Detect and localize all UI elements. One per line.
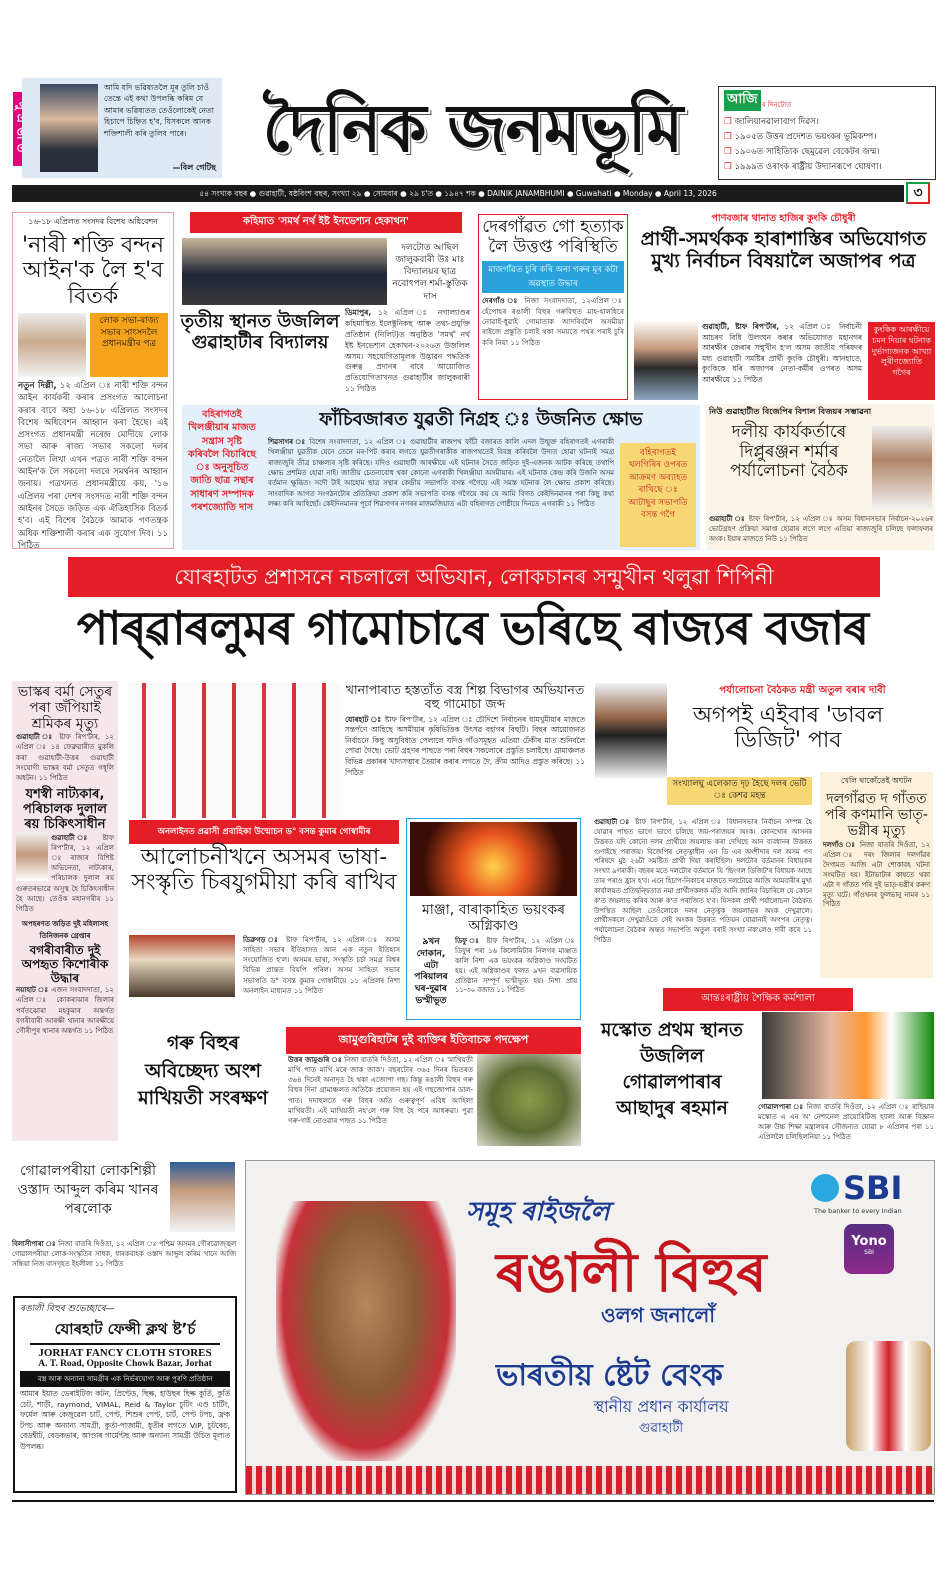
quote-author: —বিল গেটিছ <box>172 163 216 172</box>
story-kunki: পাণবজাৰ থানাত হাজিৰ কুংকি চৌধুৰী প্ৰাৰ্থী-সমৰ্থকক হাৰাশাস্তিৰ অভিযোগত মুখ্য নিৰ্বাচন বিষয়ালৈ অজাপৰ পত্ৰ গুৱাহাটী, ষ্টাফ ৰিপ'ৰ্টাৰ, ১২ এপ্ৰিল ঃ নিৰ্বাচনী আচৰণ বিধি উলংঘন কৰাৰ অভিযোগত মহানগৰ আৰক্ষীৰ জেৰাৰ সন্মুখীন হ'ল অসম জাতীয় পৰিষদৰ মধ্য গুৱাহাটী সমষ্টিৰ প্ৰাৰ্থী কুংকি চৌধুৰী। আনহাতে, কুংকিকে ধৰি অজাপৰ নেতা-কৰ্মীৰ ওপৰত অসম আৰক্ষীয়ে ১১ পিঠিত কুংকিক আৰক্ষীয়ে চমন দিয়াৰ ঘটনাক দুৰ্ভাগ্যজনক আখ্যা লুৰীণজ্যোতি গগৈৰ <box>632 212 935 402</box>
vasanta-banner: অনলাইনত প্ৰৱাসী প্ৰবাহিকা উন্মোচন ড° বসন্ত কুমাৰ গোস্বামীৰ <box>129 820 399 844</box>
story-atul: পৰ্যালোচনা বৈঠকত মন্ত্ৰী অতুল বৰাৰ দাবী অগপই এইবাৰ 'ডাবল ডিজিট' পাব <box>670 683 935 754</box>
headline: প্ৰাৰ্থী-সমৰ্থকক হাৰাশাস্তিৰ অভিযোগত মুখ্য নিৰ্বাচন বিষয়ালৈ অজাপৰ পত্ৰ <box>640 228 927 272</box>
story-nari-shakti: ১৬-১৮ এপ্ৰিলত সংসদৰ বিশেষ অধিবেশন 'নাৰী শক্তি বন্দন আইন'ক লৈ হ'ব বিতৰ্ক লোক সভা-ৰাজ্য সভাৰ সাংসদলৈ প্ৰধানমন্ত্ৰীৰ পত্ৰ নতুন দিল্লী, ১২ এপ্ৰিল ঃ নাৰী শক্তি বন্দন আইন কাৰ্যকৰী কৰাৰ প্ৰসংগত আলোচনা কৰাৰ বাবে অহা ১৬-১৮ এপ্ৰিলত সংসদৰ বিশেষ অধিবেশন আহ্বান কৰা হৈছে। এই প্ৰসংগত প্ৰধানমন্ত্ৰী নৰেন্দ্ৰ মোদীয়ে লোক সভা আৰু ৰাজ্য সভাৰ সকলো দলৰ নেতালৈ লিখা এখন পত্ৰত নাৰী শক্তি বন্দন আইন'ক লৈ সকলো দলৰে সমৰ্থনৰ আহ্বান জনায়। পত্ৰখনত প্ৰধানমন্ত্ৰীয়ে কয়, '১৬ এপ্ৰিলৰ পৰা দেশৰ সংসদত নাৰী শক্তি বন্দন আইনৰ সৈতে জড়িত এক ঐতিহাসিক বিতৰ্ক হ'ব। এই বিশেষ বৈঠকে আমাক গণতন্ত্ৰক অধিক শক্তিশালী কৰাৰ এক সুযোগ দিব। ১১ পিঠিত <box>12 212 174 549</box>
story-dalgaon: খেলি থাকোঁতেই অঘটন দলগাঁৱত দ গাঁতত পৰি কণমানি ভাতৃ-ভগ্নীৰ মৃত্যু দলগাঁও ঃ নিজা বাতৰি দিওঁতা, ১২ এপ্ৰিল ঃ দৰং জিলাৰ দলগাঁৱৰ দৈপামত আজি এটা শোকাবহ ঘটনা সংঘটিত হয়। ইটাভাটাৰ কাষতে থকা এটা দ গাঁতত পৰি দুই ভাতৃ-ভগ্নীৰ কৰুণ মৃত্যু ঘটে। গাঁওখনৰ ফুলভানু নামৰ ১১ পিঠিত <box>820 772 933 978</box>
gamocha-border <box>246 1466 935 1494</box>
makhiyati-photo <box>477 1054 581 1146</box>
bill-gates-photo <box>40 84 98 172</box>
sub-box: লোক সভা-ৰাজ্য সভাৰ সাংসদলৈ প্ৰধানমন্ত্ৰীৰ পত্ৰ <box>90 313 168 377</box>
yono-logo: Yono SBI <box>844 1224 894 1274</box>
award-photo <box>182 238 387 305</box>
aji-label: আজি <box>724 90 761 111</box>
jorhat-fancy-cloth-ad: ৰঙালী বিহুৰ শুভেচ্ছাৰে— যোৰহাট ফেন্সী ক্লথ ষ্টʼৰ্চ JORHAT FANCY CLOTH STORES A. T. Road, Opposite Chowk Bazar, Jorhat বস্ত্ৰ আৰু অন্যান্য সামগ্ৰীৰ এক নিৰ্ভৰযোগ্য আৰু পুৰণি প্ৰতিষ্ঠান আমাৰ ইয়াত ভেৰাইটিজ কটন, প্ৰিণ্টেড, ছিল্ক, হাউছৰ ছিল্ক কুৰ্তি, কুৰ্তি চেট, শাড়ী, raymond, VIMAL, Reid & Taylor চুটিং এণ্ড চাৰ্টিং, ফৰ্মেল আৰু কেজুৱেল চাৰ্ট, পেণ্ট, শিশুৰ পেণ্ট, চাৰ্ট, পেণ্ট টপচ, ফ্ৰক টপচ আৰু অন্যান্য সামগ্ৰী, কুৰ্তা-পাজামী, ধুতীৰ লগতে VIP, চুটকেচ, বেডশ্বীট, বেডকভাৰ, আণ্ডাৰ গাৰ্মেণ্টছ আৰু অন্যান্য সামগ্ৰী উচিত মূল্যত উপলব্ধ। <box>13 1296 237 1493</box>
story-hackathon: কহিমাত 'সমৰ্থ নৰ্থ ইষ্ট ইনভেশ্যন হেকাথন' দলটোত আছিল জালুকবাৰী উঃ মাঃ বিদ্যালয়ৰ ছাত্ৰ নবোৎপল শৰ্মা-স্তুতিক দাস তৃতীয় স্থানত উজলিল গুৱাহাটীৰ বিদ্যালয় ডিমাপুৰ, ১২ এপ্ৰিল ঃ নগাল্যাণ্ডৰ কহিমাস্থিত ইলেক্ট্ৰনিকছ আৰু তথ্য-প্ৰযুক্তি প্ৰতিষ্ঠান (নিলিট)ত অনুষ্ঠিত 'সমৰ্থ' নৰ্থ ইষ্ট ইনভেশ্যন হেকাথন-২০২৬ত উজলিল অসম। সহযোগিতামূলক উদ্ভাৱন পদ্ধতিক গুৰুত্ব প্ৰদানৰ বাবে আয়োজিত প্ৰতিযোগিতাখনত গুৱাহাটীৰ জালুকবাৰী ১১ পিঠিত <box>180 212 472 402</box>
dateline-bar: ৫৪ সংখ্যক বছৰ ● গুৱাহাটী, ষষ্ঠবিংশ বছৰ, সংখ্যা ২৯ ● সোমবাৰ ● ২৯ চ'ত ● ১৯৪৭ শক ● DAINIK JANAMBHUMI ● Guwahati ● Monday ● April 13, 2026 <box>12 185 904 202</box>
dhol-illustration <box>846 1341 931 1451</box>
story-fachibazar: ফাঁচিবজাৰত যুৱতী নিগ্ৰহ ঃ উজনিত ক্ষোভ শিৱসাগৰ ঃ বিশেষ সংবাদদাতা, ১২ এপ্ৰিল ঃ গুৱাহাটীৰ ৰাজপথ ফাঁচী বজাৰত কালি এদল উন্মুক্ত বহিৰাগতই এগৰাকী খিলঞ্জীয়া যুৱতীক যেনে তেনে মৰ-পিট কৰাৰ লগতে যুৱতীগৰাকীক ৰাজপথতেই বিবস্ত্ৰ কৰিবলৈ উদ্যত হোৱা ঘটনাই সমগ্ৰ ৰাজ্যজুৰি তীব্ৰ চাঞ্চল্যৰ সৃষ্টি কৰিছে। যদিও গুৱাহাটী আৰক্ষীয়ে এই ঘটনাৰ সৈতে জড়িত দুই-এজনক আটক কৰিছে তথাপি ক্ষোভ প্ৰশমিত হোৱা নাই। জাতীয় চেতনাবোধ থকা কোনো এগৰাকী খিলঞ্জীয়া অসমীয়াৰ। এই ঘটনাক কেন্দ্ৰ কৰি উজনি অসম বৰ্তমান ক্ষুব্ধিত। সদৌ টাই আহোম ছাত্ৰ সন্থাৰ কেন্দ্ৰীয় সভাপতি বসন্ত গগৈয়ে এই সমস্ত ঘটনাক লৈ ক্ষোভ প্ৰকাশ কৰিছে। সাংবাদিক আগত সংগঠনটোৰ প্ৰতিক্ৰিয়া প্ৰকাশ কৰি সভাপতি বসন্ত গগৈয়ে কয় যে আমি বিগত কেইদিনমানৰ পৰা কিছু কথা লক্ষ্য কৰি আহিছোঁ। কেইদিনমানৰ পূৰ্বে শিৱসাগৰ নগৰৰ মাজমজিয়াত এটা বহিৰাগত গোষ্ঠীয়ে দিনতে এগৰাকী ১১ পিঠিত বহিৰাগতই থলগিৰিৰ ওপৰত আক্ৰমণ অব্যাহত ৰাখিছে ঃ আটাছুৰ সভাপতি বসন্ত গগৈ <box>262 405 700 550</box>
kunki-photo <box>634 320 698 400</box>
page-number: ৩ <box>906 182 930 204</box>
students-flag-photo <box>762 1012 934 1099</box>
aji-box: আজি ৰ দিনটোত ❒ জালিয়ানৱালাবাগ দিৱস। ❒ ১৯০৫ত উত্তৰ প্ৰদেশত ভয়ংকৰ ভূমিকম্প। ❒ ১৯০৬ত সাহিত্যিক ছেমুৱেল বেকেটৰ জন্ম। ❒ ১৯৯৯ত ওৰাংক ৰাষ্ট্ৰীয় উদ্যানৰূপে ঘোষণা। <box>718 86 936 180</box>
quote-text: আমি যদি ভৱিষ্যতলৈ মূৰ তুলি চাওঁ তেন্তে এই কথা উপলব্ধি কৰিম যে আমাৰ ভৱিষ্যতত তেওঁলোকেই নেতা হিচাপে চিহ্নিত হ'ব, যিসকলে আনক শক্তিশালী কৰি তুলিব পাৰে। <box>104 83 214 138</box>
headline: খানাপাৰাত হস্ততাঁত বস্ত্ৰ শিল্প বিভাগৰ অভিযানত বহু গামোচা জব্দ <box>345 682 585 712</box>
aji-item: ❒ ১৯৯৯ত ওৰাংক ৰাষ্ট্ৰীয় উদ্যানৰূপে ঘোষণা। <box>724 162 882 173</box>
headline: 'নাৰী শক্তি বন্দন আইন'ক লৈ হ'ব বিতৰ্ক <box>22 233 164 309</box>
lead-headline: পাৰ্‌ৱাৰলুমৰ গামোচাৰে ভৰিছে ৰাজ্যৰ বজাৰ <box>76 601 869 655</box>
karim-photo <box>170 1162 235 1232</box>
gamocha-photo <box>128 683 340 818</box>
dulal-photo <box>16 833 48 881</box>
story-deragaon: দেৰগাঁৱত গো হত্যাক লৈ উত্তপ্ত পৰিস্থিতি মাজগাঁৱত চুৰি কৰি অনা গৰুৰ মূৰ কটা অৱস্থাত উদ্ধাৰ দেৰগাঁও ঃ নিজা সংবাদদাতা, ১২এপ্ৰিল ঃ হেঁপোহৰ ৰঙালী বিহুৰ গৰুবিহুত মাহ-হালধিৰে নোৱাই-ধুৱাই গোমাতাক আদৰিবলৈ অসমীয়া ৰাইজে প্ৰস্তুতি চলাই থকা সময়তে পথৰ পৰাই চুৰি কৰি নিয়া ১১ পিঠিত <box>478 214 628 400</box>
vasanta-photo <box>129 935 235 997</box>
story-dipluranjan: নিউ গুৱাহাটীত বিজেপিৰ বিশাল বিজয়ৰ সম্ভাৱনা দলীয় কাৰ্যকৰ্তাৰে দিপ্লুৰঞ্জন শৰ্মাৰ পৰ্যালোচনা বৈঠক গুৱাহাটী ঃ ষ্টাফ ৰিপ'ৰ্টাৰ, ১২ এপ্ৰিল ঃ অসম বিধানসভাৰ নিৰ্বাচন-২০২৬ৰ ভোটগ্ৰহণ প্ৰক্ৰিয়া সমাপ্ত হোৱাৰ লগে লগে এতিয়া ৰাজ্যজুৰি চলিছে ফলাফলৰ অংক। ইয়াৰ মাজতে নিউ ১১ পিঠিত <box>706 404 935 550</box>
headline: দেৰগাঁৱত গো হত্যাক লৈ উত্তপ্ত পৰিস্থিতি <box>482 217 624 257</box>
workshop-headline: মস্কোত প্ৰথম স্থানত উজলিল গোৱালপাৰাৰ আছাদুৰ ৰহমান <box>601 1020 743 1119</box>
vasanta-headline: আলোচনীখনে অসমৰ ভাষা-সংস্কৃতি চিৰযুগমীয়া কৰি ৰাখিব <box>131 845 397 896</box>
atul-bora-photo <box>595 683 667 778</box>
story-khiljiya: বহিৰাগতই খিলঞ্জীয়াৰ মাজত সন্ত্ৰাস সৃষ্টি কৰিবলৈ বিচাৰিছে ঃ অনুসূচিত জাতি ছাত্ৰ সন্থাৰ সাধাৰণ সম্পাদক পৰশজ্যোতি দাস <box>182 405 262 550</box>
headline: ফাঁচিবজাৰত যুৱতী নিগ্ৰহ ঃ উজনিত ক্ষোভ <box>319 409 643 430</box>
sbi-keyhole-icon <box>811 1174 839 1202</box>
quote-box <box>22 78 222 178</box>
modi-photo <box>18 313 86 377</box>
workshop-banner: আন্তঃৰাষ্ট্ৰীয় শৈক্ষিক কৰ্মশালা <box>663 988 853 1011</box>
aji-item: ❒ ১৯০৬ত সাহিত্যিক ছেমুৱেল বেকেটৰ জন্ম। <box>724 147 880 158</box>
aji-item: ❒ ১৯০৫ত উত্তৰ প্ৰদেশত ভয়ংকৰ ভূমিকম্প। <box>724 132 877 143</box>
dipluranjan-photo <box>872 426 932 510</box>
jorhat-banner: যোৰহাটত প্ৰশাসনে নচলালে অভিযান, লোকচানৰ সন্মুখীন থলুৱা শিপিনী <box>68 557 880 597</box>
aji-item: ❒ জালিয়ানৱালাবাগ দিৱস। <box>724 117 819 127</box>
left-column: ভাস্কৰ বৰ্মা সেতুৰ পৰা জঁপিয়াই শ্ৰমিকৰ মৃত্যু গুৱাহাটী ঃ ষ্টাফ ৰিপ'ৰ্টাৰ, ১২ এপ্ৰিল ঃ ১৪ ফেব্ৰুৱাৰীত মুকলি কৰা গুৱাহাটী-উত্তৰ গুৱাহাটী সংযোগী ভাস্কৰ বৰ্মা সেতুত গধূলি অধটন। ১১ পিঠিত যশস্বী নাট্যকাৰ, পৰিচালক দুলাল ৰয় চিকিৎসাধীন গুৱাহাটী ঃ ষ্টাফ ৰিপ'ৰ্টাৰ, ১২ এপ্ৰিল ঃ ৰাজ্যৰ বিশিষ্ট অভিনেতা, নাট্যকাৰ, পৰিচালক দুলাল ৰয় গুৰুতৰভাৱে অসুস্থ হৈ চিকিৎসাধীন হৈ আছে। তেওঁক মহানগৰীৰ ১১ পিঠিত অপহৰণত জড়িত দুই মহিলাসহ তিনিজনক গ্ৰেপ্তাৰ বগৰীবাৰীত দুই অপহৃত কিশোৰীক উদ্ধাৰ নয়াহাট ঃ এজন সংবাদদাতা, ১২ এপ্ৰিল ঃ কোকৰাঝাৰ জিলাৰ পৰ্বতঝোৰা মহকুমাৰ অন্তৰ্গত বগৰীবাৰী আৰক্ষী থানাৰ আৰক্ষীয়ে গৌৰীপুৰ থানাৰ অন্তৰ্গত ১১ পিঠিত <box>12 681 118 1141</box>
headline: অগপই এইবাৰ 'ডাবল ডিজিট' পাব <box>692 703 884 754</box>
fire-photo <box>410 822 577 896</box>
headline: তৃতীয় স্থানত উজলিল গুৱাহাটীৰ বিদ্যালয় <box>180 311 340 353</box>
sbi-logo: SBI <box>811 1169 902 1207</box>
bottom-rule <box>12 1500 934 1502</box>
garu-banner: জামুগুৰিহাটৰ দুই ব্যক্তিৰ ইতিবাচক পদক্ষেপ <box>286 1027 581 1054</box>
sbi-bihu-ad: সমূহ ৰাইজলৈ ৰঙালী বিহুৰ ওলগ জনালোঁ ভাৰতীয় ষ্টেট বেংক স্থানীয় প্ৰধান কাৰ্যালয় গুৱাহাটী SBI The banker to every Indian Yono SBI <box>245 1160 935 1495</box>
aji-list <box>724 115 930 175</box>
newspaper-title: দৈনিক জনমভূমি <box>262 90 683 167</box>
story-fire: মাঞ্জা, বাৰাকাহিত ভয়ংকৰ অগ্নিকাণ্ড ৯খন দোকান, এটা পৰিয়ালৰ ঘৰ-দুৱাৰ ভস্মীভূত ডিফু ঃ ষ্টাফ ৰিপ'ৰ্টাৰ, ১২ এপ্ৰিল ঃ ডিফুৰ পৰা ১৬ কিলোমিটাৰ নিলগৰ মাঞ্জাত কালি নিশা এক ভয়ংকৰ অগ্নিকাণ্ড সংঘটিত হয়। এই অগ্নিকাণ্ডৰ ফলত ৯খন ব্যৱসায়িক প্ৰতিষ্ঠান সম্পূৰ্ণ ভস্মীভূত হয়। নিশা প্ৰায় ১১-৩০ বজাত ১১ পিঠিত <box>406 818 581 1020</box>
story-gamocha: খানাপাৰাত হস্ততাঁত বস্ত্ৰ শিল্প বিভাগৰ অভিযানত বহু গামোচা জব্দ যোৰহাট ঃ ষ্টাফ ৰিপ'ৰ্টাৰ, ১২ এপ্ৰিল ঃ চৌদিশে নিৰ্বাচনৰ ধামখুমীয়াৰ মাজতে সন্তৰ্পণে আহিছে অসমীয়াৰ কৃষিভিত্তিক উৎসৱ বহাগৰ বিহুটি। বিহুৰ আয়োজনত নিৰ্বাচনে কিছু অসুবিধাত পেলালে যদিও গাঁওসমূহত এতিয়া ঢেঁকীৰ মাত শুনিবলৈ পোৱা গৈছে। ভোট গ্ৰহণৰ পাছতে পৰা বিহুৰ সকলোৰে প্ৰস্তুতি চলাইছে। গ্ৰামাঞ্চলত বিভিন্ন প্ৰকাৰৰ খাদ্যসম্ভাৰ তৈয়াৰ কৰাৰ লগতে দৈ, ক্ৰীম আদিও প্ৰস্তুত কৰিছে। ১১ পিঠিত <box>345 682 586 777</box>
rang-ghar-illustration <box>276 1201 456 1461</box>
banner: কহিমাত 'সমৰ্থ নৰ্থ ইষ্ট ইনভেশ্যন হেকাথন' <box>190 212 462 233</box>
headline: মাঞ্জা, বাৰাকাহিত ভয়ংকৰ অগ্নিকাণ্ড <box>421 902 566 935</box>
garu-headline: গৰু বিহুৰ অবিচ্ছেদ্য অংশ মাখিয়তী সংৰক্ষণ <box>138 1032 268 1110</box>
headline: দলীয় কাৰ্যকৰ্তাৰে দিপ্লুৰঞ্জন শৰ্মাৰ পৰ্যালোচনা বৈঠক <box>730 422 848 482</box>
karim-headline: গোৱালপৰীয়া লোকশিল্পী ওস্তাদ আব্দুল কৰিম খানৰ পৰলোক <box>17 1163 159 1217</box>
